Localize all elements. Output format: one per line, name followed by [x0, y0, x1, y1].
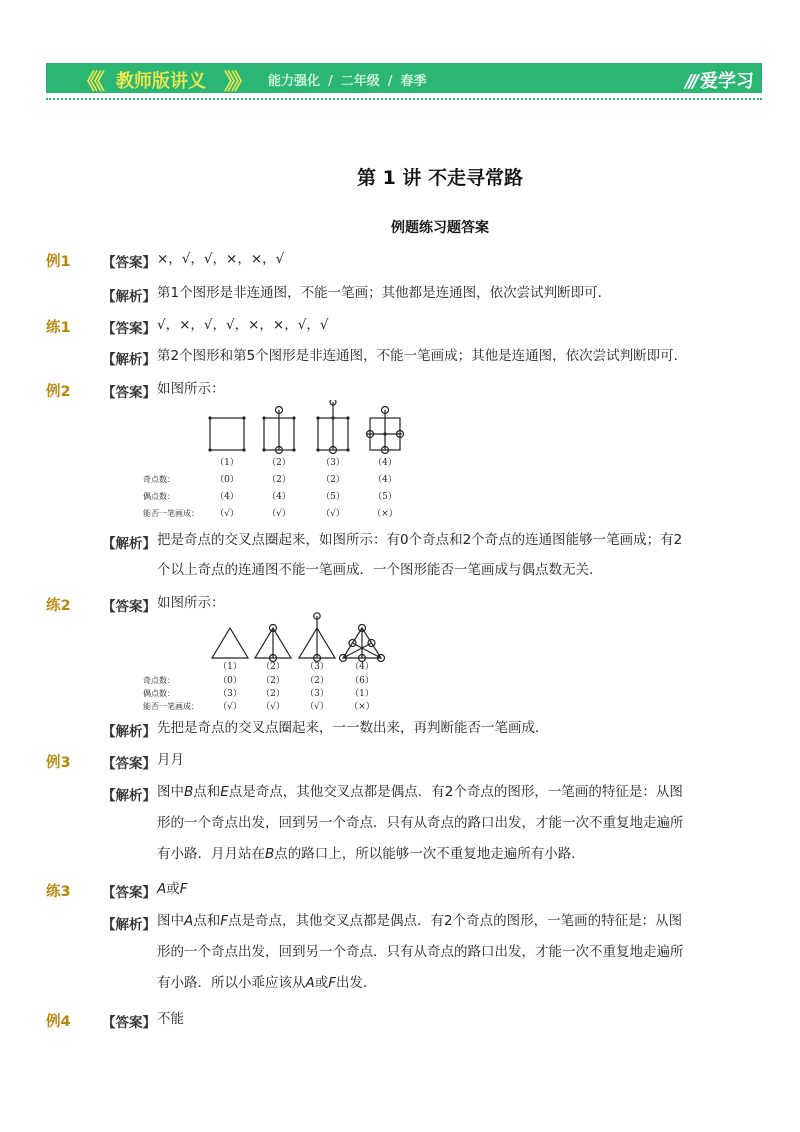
brand-logo [685, 67, 754, 93]
can-draw: （√） [215, 509, 239, 519]
odd-count: （2） [305, 676, 329, 686]
breadcrumb-sep: / [387, 74, 393, 89]
example-2-figure [140, 400, 440, 520]
even-count: （3） [218, 689, 242, 699]
even-count: （1） [350, 689, 374, 699]
example-1-analysis: 第1个图形是非连通图，不能一笔画；其他都是连通图，依次尝试判断即可． [157, 285, 612, 301]
row-label-odd: 奇点数： [143, 475, 175, 484]
practice-2-label: 练2 [46, 598, 71, 614]
even-count: （4） [215, 492, 239, 502]
even-count: （3） [305, 689, 329, 699]
breadcrumb-term: 春季 [400, 74, 427, 89]
row-label-can: 能否一笔画成： [143, 702, 199, 711]
analysis-tag: 【解析】 [102, 724, 156, 740]
breadcrumb-sep: / [328, 74, 333, 89]
analysis-line: 把是奇点的交叉点圈起来，如图所示：有0个奇点和2个奇点的连通图能够一笔画成；有2 [157, 532, 683, 548]
analysis-line: 有小路．所以小乖应该从A或F出发． [157, 975, 377, 991]
breadcrumb-level: 能力强化 [268, 74, 321, 89]
fig-index: （3） [321, 458, 345, 468]
analysis-tag: 【解析】 [102, 917, 156, 933]
fig-index: （3） [305, 662, 329, 672]
analysis-line: 有小路．月月站在B点的路口上，所以能够一次不重复地走遍所有小路． [157, 846, 585, 862]
fig-index: （4） [373, 458, 397, 468]
row-label-even: 偶点数： [143, 689, 175, 698]
analysis-tag: 【解析】 [102, 788, 156, 804]
row-label-odd: 奇点数： [143, 676, 175, 685]
practice-3-answer: A或F [157, 881, 188, 897]
example-2-label: 例2 [46, 384, 71, 400]
analysis-tag: 【解析】 [102, 289, 156, 305]
example-3-analysis [157, 777, 727, 870]
section-title: 例题练习题答案 [391, 220, 489, 236]
can-draw: （√） [267, 509, 291, 519]
header-divider [46, 98, 762, 100]
can-draw: （×） [372, 509, 398, 519]
fig-index: （2） [261, 662, 285, 672]
odd-count: （0） [218, 676, 242, 686]
row-label-can: 能否一笔画成： [143, 509, 199, 518]
practice-3-label: 练3 [46, 884, 71, 900]
can-draw: （√） [261, 702, 285, 712]
answer-tag: 【答案】 [102, 1015, 156, 1031]
can-draw: （√） [218, 702, 242, 712]
example-3-answer: 月月 [157, 752, 184, 768]
logo-text: 爱学习 [700, 71, 754, 92]
practice-1-label: 练1 [46, 320, 71, 336]
handout-title: 教师版讲义 [116, 71, 206, 92]
chevron-right-icon: 》》 [224, 70, 250, 95]
fig-index: （1） [215, 458, 239, 468]
even-count: （4） [267, 492, 291, 502]
odd-count: （2） [321, 475, 345, 485]
odd-count: （4） [373, 475, 397, 485]
breadcrumb [268, 70, 427, 89]
answer-tag: 【答案】 [102, 599, 156, 615]
practice-2-analysis: 先把是奇点的交叉点圈起来，一一数出来，再判断能否一笔画成． [157, 720, 549, 736]
even-count: （5） [321, 492, 345, 502]
even-count: （2） [261, 689, 285, 699]
row-label-even: 偶点数： [143, 492, 175, 501]
example-3-label: 例3 [46, 755, 71, 771]
example-4-answer: 不能 [157, 1011, 184, 1027]
can-draw: （√） [321, 509, 345, 519]
analysis-line: 形的一个奇点出发，回到另一个奇点．只有从奇点的路口出发，才能一次不重复地走遍所 [157, 815, 684, 831]
even-count: （5） [373, 492, 397, 502]
practice-2-answer: 如图所示： [157, 595, 225, 611]
analysis-line: 形的一个奇点出发，回到另一个奇点．只有从奇点的路口出发，才能一次不重复地走遍所 [157, 944, 684, 960]
fig-index: （2） [267, 458, 291, 468]
analysis-line: 图中A点和F点是奇点，其他交叉点都是偶点．有2个奇点的图形，一笔画的特征是：从图 [157, 913, 683, 929]
example-1-answer: ×，√，√，×，×，√ [157, 251, 285, 267]
example-2-answer: 如图所示： [157, 381, 225, 397]
answer-tag: 【答案】 [102, 385, 156, 401]
can-draw: （×） [349, 702, 375, 712]
practice-1-answer: √，×，√，√，×，×，√，√ [157, 317, 329, 333]
odd-count: （0） [215, 475, 239, 485]
answer-tag: 【答案】 [102, 885, 156, 901]
analysis-line: 图中B点和E点是奇点，其他交叉点都是偶点．有2个奇点的图形，一笔画的特征是：从图 [157, 784, 683, 800]
example-4-label: 例4 [46, 1014, 71, 1030]
header-banner [46, 63, 762, 93]
answer-tag: 【答案】 [102, 255, 156, 271]
practice-2-figure [140, 612, 440, 712]
answer-tag: 【答案】 [102, 756, 156, 772]
lesson-title: 第 1 讲 不走寻常路 [356, 167, 524, 189]
fig-index: （4） [350, 662, 374, 672]
breadcrumb-grade: 二年级 [340, 74, 380, 89]
fig-index: （1） [218, 662, 242, 672]
odd-count: （6） [350, 676, 374, 686]
example-1-label: 例1 [46, 254, 71, 270]
can-draw: （√） [305, 702, 329, 712]
analysis-tag: 【解析】 [102, 536, 156, 552]
answer-tag: 【答案】 [102, 321, 156, 337]
example-2-analysis [157, 525, 727, 585]
practice-3-analysis [157, 906, 727, 999]
chevron-left-icon: 《《 [76, 70, 102, 95]
odd-count: （2） [261, 676, 285, 686]
practice-1-analysis: 第2个图形和第5个图形是非连通图，不能一笔画成；其他是连通图，依次尝试判断即可． [157, 348, 688, 364]
analysis-tag: 【解析】 [102, 352, 156, 368]
logo-mark-icon: /// [685, 71, 696, 92]
odd-count: （2） [267, 475, 291, 485]
analysis-line: 个以上奇点的连通图不能一笔画成．一个图形能否一笔画成与偶点数无关． [157, 562, 603, 578]
